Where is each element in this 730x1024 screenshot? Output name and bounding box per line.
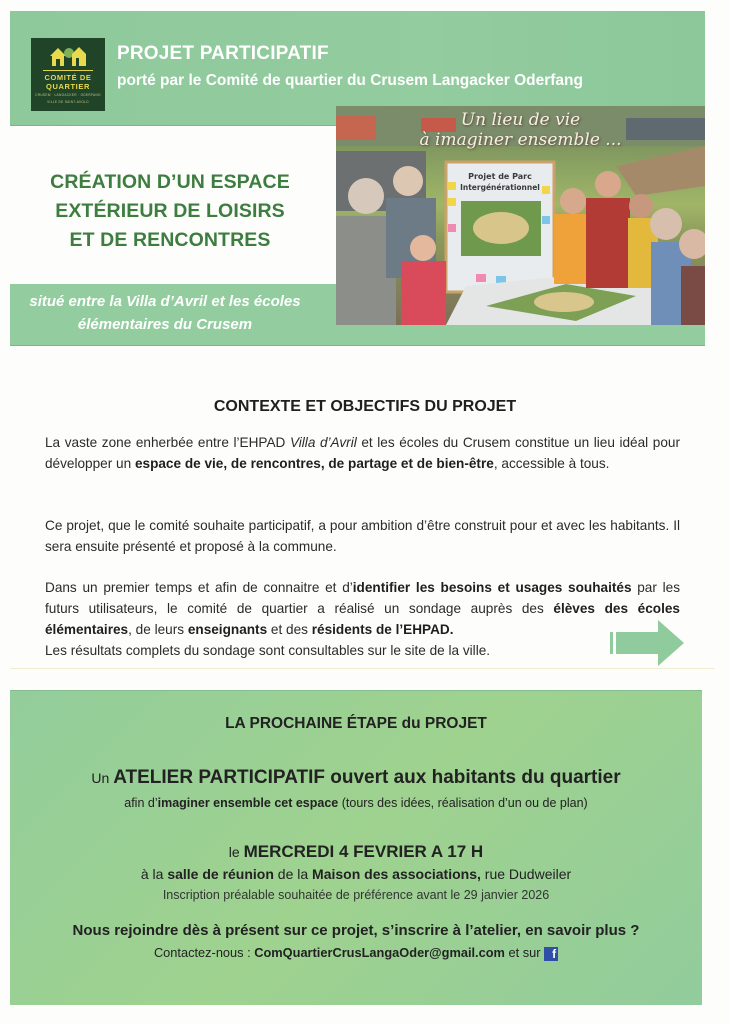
facebook-icon[interactable]: f — [544, 947, 558, 961]
text: par les futurs utilisateurs, le comité de quartier a réalisé un sondage auprès des — [45, 580, 681, 616]
houses-icon — [48, 45, 88, 67]
text: , de leurs — [128, 622, 188, 637]
highlight: ATELIER PARTICIPATIF ouvert aux habitants du quartier — [113, 767, 621, 788]
registration-note: Inscription préalable souhaitée de préférence avant le 29 janvier 2026 — [162, 888, 550, 902]
highlight: imaginer ensemble cet espace — [157, 796, 339, 810]
main-title-line1: CRÉATION D’UN ESPACE — [50, 171, 290, 193]
text: rue Dudweiler — [480, 866, 572, 882]
hero-caption-line1: Un lieu de vie — [460, 110, 581, 130]
text: , accessible à tous. — [493, 456, 610, 471]
logo-sub-line1: CRUSEM · LANGACKER · ODERFANG — [35, 92, 101, 97]
villa-name: Villa d’Avril — [289, 435, 357, 450]
hero-photo — [336, 106, 705, 325]
highlight: espace de vie, de rencontres, de partage et de bien-être — [134, 456, 494, 471]
main-title — [10, 168, 330, 255]
header-title: PROJET PARTICIPATIF — [117, 43, 329, 64]
board-title-line1: Projet de Parc — [468, 172, 532, 181]
header-subtitle: porté par le Comité de quartier du Crusem Langacker Oderfang — [117, 72, 583, 89]
text: Un — [91, 770, 114, 786]
contact-email-link[interactable]: ComQuartierCrusLangaOder@gmail.com — [254, 945, 505, 960]
event-venue — [10, 866, 702, 882]
text: et les écoles du Crusem constitue un lieu idéal pour développer un — [45, 435, 680, 471]
survey-results-note: Les résultats complets du sondage sont consultables sur le site de la ville. — [45, 643, 491, 658]
next-step-title: LA PROCHAINE ÉTAPE du PROJET — [225, 715, 487, 732]
text: et des — [267, 622, 312, 637]
text: (tours des idées, réalisation d’un ou de plan) — [338, 796, 588, 810]
context-paragraph-2: Ce projet, que le comité souhaite participatif, a pour ambition d’être construit pour et avec les habitants. Il sera ensuite présenté et proposé à la commune. — [45, 518, 680, 554]
logo-divider — [43, 70, 93, 71]
highlight: Maison des associations, — [312, 866, 481, 882]
logo-title-line1: COMITÉ DE — [44, 72, 92, 82]
location-line2: élémentaires du Crusem — [77, 316, 253, 333]
main-title-line2: EXTÉRIEUR DE LOISIRS — [55, 200, 285, 222]
context-paragraph-3 — [45, 577, 680, 661]
text: de la — [273, 866, 313, 882]
text: le — [228, 844, 244, 860]
atelier-subtitle — [10, 796, 702, 810]
logo-sub-line2: VILLE DE SAINT-AVOLD — [47, 99, 89, 104]
context-paragraph-1 — [45, 432, 680, 474]
highlight: élèves des écoles élémentaires — [45, 601, 680, 637]
highlight: salle de réunion — [167, 866, 274, 882]
text: afin d’ — [124, 796, 158, 810]
board-title-line2: Intergénérationnel — [460, 183, 540, 192]
location-line1: situé entre la Villa d’Avril et les écoles — [29, 293, 301, 310]
date-highlight: MERCREDI 4 FEVRIER A 17 H — [243, 842, 484, 861]
logo-title-line2: QUARTIER — [46, 81, 90, 91]
text: Contactez-nous : — [153, 945, 255, 960]
committee-logo — [31, 38, 105, 111]
separator — [10, 668, 715, 669]
highlight: résidents de l’EHPAD. — [311, 622, 454, 637]
arrow-right-icon — [610, 620, 684, 666]
text: La vaste zone enherbée entre l’EHPAD — [45, 435, 290, 450]
text: et sur — [504, 945, 545, 960]
main-title-line3: ET DE RENCONTRES — [69, 229, 271, 251]
hero-caption — [336, 110, 705, 150]
location-text — [0, 290, 330, 336]
contact-line — [10, 945, 702, 961]
text: à la — [140, 866, 168, 882]
atelier-headline — [10, 767, 702, 789]
context-title: CONTEXTE ET OBJECTIFS DU PROJET — [213, 398, 517, 415]
highlight: identifier les besoins et usages souhaités — [352, 580, 632, 595]
join-call-to-action: Nous rejoindre dès à présent sur ce projet, s’inscrire à l’atelier, en savoir plus ? — [72, 922, 640, 939]
hero-caption-line2: à imaginer ensemble ... — [419, 130, 622, 150]
text: Dans un premier temps et afin de connaitre et d’ — [45, 580, 353, 595]
event-date — [10, 842, 702, 862]
highlight: enseignants — [187, 622, 268, 637]
